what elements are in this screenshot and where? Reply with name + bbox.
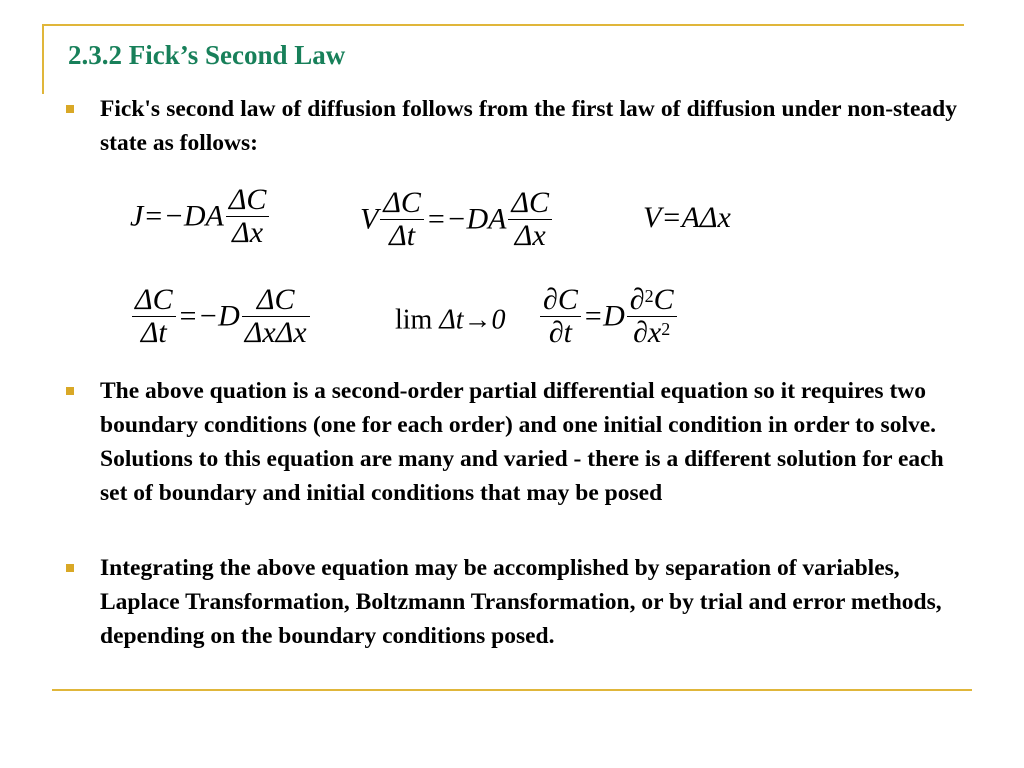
equation-limit xyxy=(395,303,506,337)
eq1-operator: =−DA xyxy=(143,199,224,233)
eq6-fraction-2 xyxy=(627,284,677,349)
eq4-fraction-2 xyxy=(242,284,310,349)
eq4-numerator-1: ΔC xyxy=(135,283,173,316)
eq6-denominator-2 xyxy=(627,316,677,349)
eq6-denominator-base: ∂x xyxy=(633,316,662,349)
eq2-numerator-1: ΔC xyxy=(383,186,421,219)
eq3-text: V=AΔx xyxy=(643,201,731,235)
equation-fick-first-law xyxy=(130,184,271,249)
bullet-item-3 xyxy=(62,551,957,653)
bullet-text-3: Integrating the above equation may be accomplished by separation of variables, Laplace Transformation, Boltzmann Transformation, or by trial and error methods, depending on the boundary conditions posed. xyxy=(100,555,942,649)
eq6-operator: =D xyxy=(582,299,625,333)
eq1-numerator: ΔC xyxy=(228,183,267,216)
equation-difference-form xyxy=(130,284,312,349)
eq6-numerator-variable: C xyxy=(653,283,674,316)
eq4-denominator-2: ΔxΔx xyxy=(242,316,310,349)
eq1-lhs: J xyxy=(130,199,144,233)
eq6-denominator-1: ∂t xyxy=(540,316,581,349)
bullet-item-2 xyxy=(62,374,957,510)
bullet-marker xyxy=(66,105,74,113)
eq2-numerator-2: ΔC xyxy=(511,186,550,219)
bullet-text-1: Fick's second law of diffusion follows from the first law of diffusion under non-steady state as follows: xyxy=(100,96,957,156)
eq6-numerator-1: ∂C xyxy=(543,283,578,316)
bullet-marker xyxy=(66,387,74,395)
bullet-text-2: The above quation is a second-order partial differential equation so it requires two boundary conditions (one for each order) and one initial condition in order to solve. Solutions to this equation are many and varied - there is a different solution for each set of boundary and initial conditions that may be posed xyxy=(100,378,944,506)
eq2-fraction-2 xyxy=(508,187,552,252)
equation-fick-second-law xyxy=(538,284,679,349)
eq1-denominator: Δx xyxy=(226,216,270,249)
eq2-denominator-1: Δt xyxy=(380,219,424,252)
bullet-marker xyxy=(66,564,74,572)
eq6-denominator-exponent: 2 xyxy=(661,319,671,339)
eq2-lhs: V xyxy=(360,202,379,236)
eq2-fraction-1 xyxy=(380,187,424,252)
eq4-fraction-1 xyxy=(132,284,176,349)
eq6-partial-symbol: ∂ xyxy=(629,283,645,316)
bullet-item-1 xyxy=(62,92,957,160)
eq4-denominator-1: Δt xyxy=(132,316,176,349)
equation-volume-definition xyxy=(643,199,731,235)
eq4-operator: =−D xyxy=(177,299,240,333)
eq6-numerator-exponent: 2 xyxy=(644,286,654,306)
eq5-argument: Δt→0 xyxy=(439,304,506,336)
eq6-fraction-1 xyxy=(540,284,581,349)
equation-volume-balance xyxy=(360,187,554,252)
eq5-lim: lim xyxy=(395,304,433,336)
eq2-operator: =−DA xyxy=(425,202,507,236)
title-frame-left-rule xyxy=(42,24,44,94)
bottom-divider xyxy=(52,689,972,691)
eq4-numerator-2: ΔC xyxy=(256,283,295,316)
eq6-numerator-2 xyxy=(627,284,677,316)
title-frame-top-rule xyxy=(42,24,964,26)
eq2-denominator-2: Δx xyxy=(508,219,552,252)
eq1-fraction xyxy=(226,184,270,249)
slide-title: 2.3.2 Fick’s Second Law xyxy=(68,40,346,70)
